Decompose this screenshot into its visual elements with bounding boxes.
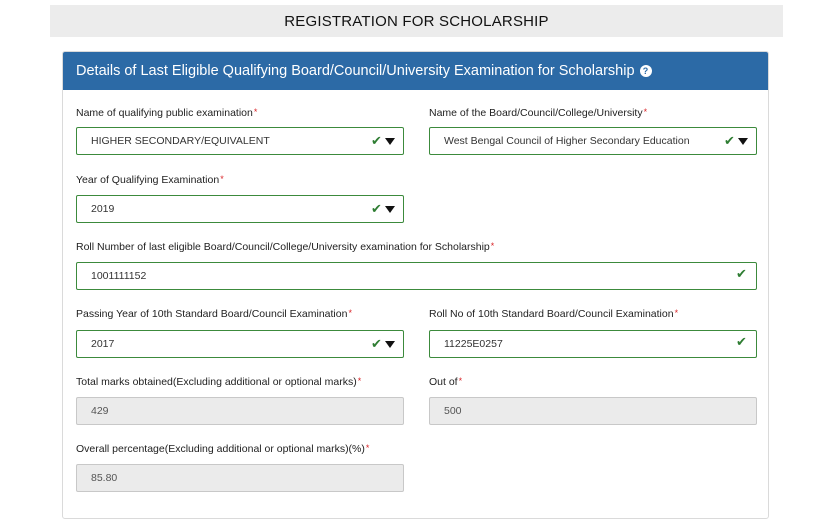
required-marker: * — [458, 376, 463, 386]
percentage-value: 85.80 — [91, 472, 118, 484]
required-marker: * — [643, 107, 648, 117]
checkmark-icon: ✔ — [736, 266, 747, 281]
exam-year-label-text: Year of Qualifying Examination — [76, 174, 220, 186]
caret-down-icon[interactable] — [738, 138, 748, 145]
panel-heading — [63, 52, 768, 90]
exam-year-value: 2019 — [91, 203, 115, 215]
total-marks-label — [76, 376, 361, 388]
roll-number-label-text: Roll Number of last eligible Board/Council/College/University examination for Scholarship — [76, 241, 490, 253]
roll-number-value: 1001111152 — [91, 270, 147, 282]
percentage-label-text: Overall percentage(Excluding additional or optional marks)(%) — [76, 443, 365, 455]
total-marks-field — [76, 397, 404, 425]
roll-number-label — [76, 241, 494, 253]
caret-down-icon[interactable] — [385, 341, 395, 348]
exam-year-label — [76, 174, 224, 186]
out-of-value: 500 — [444, 405, 462, 417]
tenth-pass-year-select[interactable] — [76, 330, 404, 358]
tenth-pass-year-label-text: Passing Year of 10th Standard Board/Council Examination — [76, 308, 348, 320]
total-marks-label-text: Total marks obtained(Excluding additional or optional marks) — [76, 376, 357, 388]
out-of-field — [429, 397, 757, 425]
board-name-label-text: Name of the Board/Council/College/University — [429, 107, 643, 119]
percentage-field — [76, 464, 404, 492]
tenth-pass-year-label — [76, 308, 352, 320]
checkmark-icon: ✔ — [724, 133, 735, 148]
exam-name-label-text: Name of qualifying public examination — [76, 107, 253, 119]
panel-title: Details of Last Eligible Qualifying Board/Council/University Examination for Scholarship — [76, 63, 635, 79]
required-marker: * — [253, 107, 258, 117]
tenth-pass-year-value: 2017 — [91, 338, 115, 350]
required-marker: * — [490, 241, 495, 251]
required-marker: * — [365, 443, 370, 453]
caret-down-icon[interactable] — [385, 138, 395, 145]
tenth-roll-no-input[interactable] — [429, 330, 757, 358]
exam-name-value: HIGHER SECONDARY/EQUIVALENT — [91, 135, 270, 147]
checkmark-icon: ✔ — [371, 336, 382, 351]
exam-name-select[interactable] — [76, 127, 404, 155]
tenth-roll-no-value: 11225E0257 — [444, 338, 503, 350]
required-marker: * — [220, 174, 224, 184]
checkmark-icon: ✔ — [736, 334, 747, 349]
question-circle-icon[interactable]: ? — [640, 65, 652, 77]
board-name-select[interactable] — [429, 127, 757, 155]
caret-down-icon[interactable] — [385, 206, 395, 213]
required-marker: * — [357, 376, 362, 386]
board-name-label — [429, 107, 647, 119]
percentage-label — [76, 443, 369, 455]
checkmark-icon: ✔ — [371, 133, 382, 148]
exam-year-select[interactable] — [76, 195, 404, 223]
exam-name-label — [76, 107, 257, 119]
roll-number-input[interactable] — [76, 262, 757, 290]
page-title: REGISTRATION FOR SCHOLARSHIP — [50, 5, 783, 37]
required-marker: * — [348, 308, 352, 318]
board-name-value: West Bengal Council of Higher Secondary Education — [444, 135, 690, 147]
checkmark-icon: ✔ — [371, 201, 382, 216]
tenth-roll-no-label-text: Roll No of 10th Standard Board/Council Examination — [429, 308, 674, 320]
out-of-label — [429, 376, 462, 388]
tenth-roll-no-label — [429, 308, 678, 320]
out-of-label-text: Out of — [429, 376, 458, 388]
required-marker: * — [674, 308, 679, 318]
total-marks-value: 429 — [91, 405, 109, 417]
